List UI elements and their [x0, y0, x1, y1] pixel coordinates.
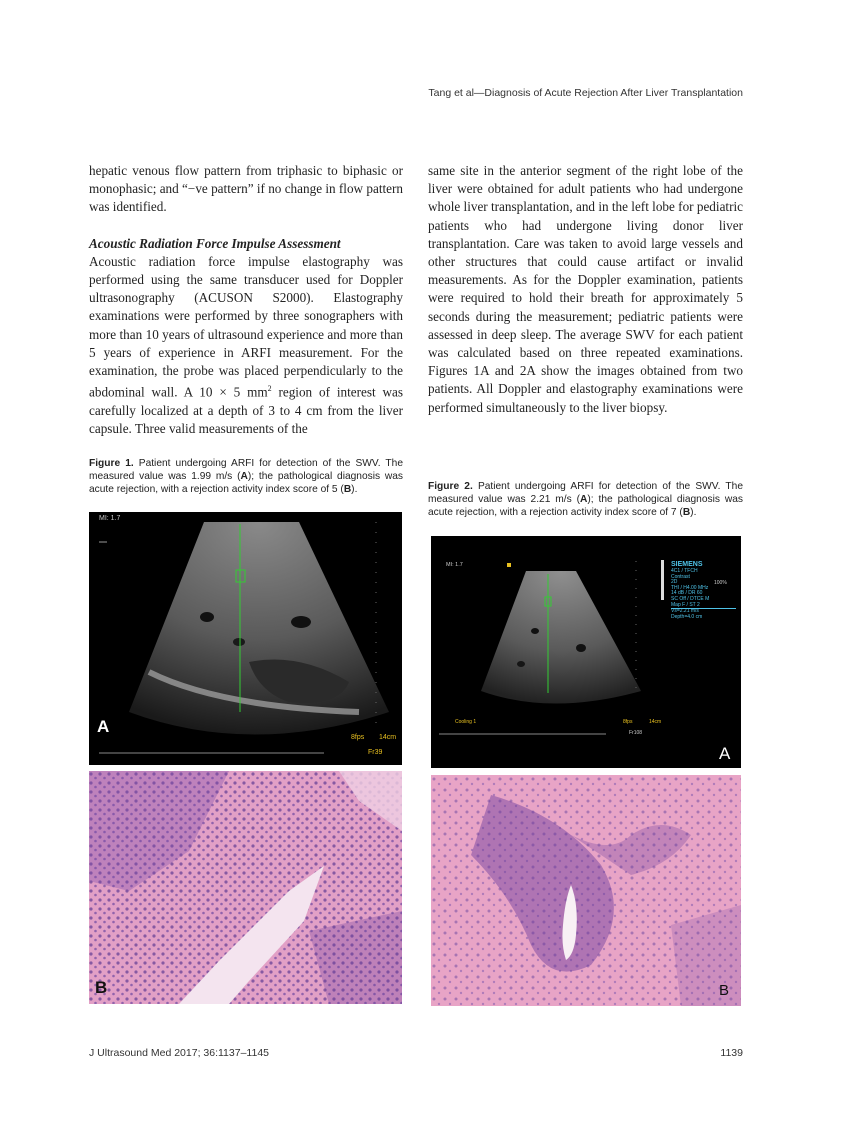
- figure1-ultrasound-image: [89, 512, 402, 765]
- figure2-label: Figure 2.: [428, 481, 473, 492]
- figure2-info-line: THI / H4.00 MHz: [671, 584, 709, 591]
- figure1-ref-a: A: [240, 470, 248, 482]
- figure1-ultrasound-graphic: [89, 512, 402, 765]
- figure1-frame-label: Fr39: [368, 749, 383, 756]
- para2-text-b: region of interest was carefully localized at a depth of 3 to 4 cm from the liver capsule. Three valid measurements of the: [89, 384, 403, 437]
- figure1-letter-a: A: [97, 717, 110, 736]
- figure2-letter-b: B: [719, 982, 730, 999]
- figure2-mi-label: MI: 1.7: [446, 562, 463, 568]
- figure1-histology-graphic: [89, 771, 402, 1004]
- figure1-ref-b: B: [343, 483, 352, 495]
- figure1-text2: ); the pathological diagnosis was acute rejection, with a rejection activity index score of 5 (: [89, 470, 403, 495]
- figure2-info-line: Contrast: [671, 573, 690, 580]
- figure1-mi-label: MI: 1.7: [99, 515, 121, 522]
- figure1-fps-label: 8fps: [351, 734, 365, 741]
- figure2-caption: [428, 481, 743, 519]
- figure2-info-line: 4C1 / TFCH: [671, 568, 698, 574]
- section-heading: Acoustic Radiation Force Impulse Assessment: [89, 235, 341, 251]
- figure2-cooling-label: Cooling 1: [455, 719, 477, 725]
- figure1-text1: Patient undergoing ARFI for detection of the SWV. The measured value was 1.99 m/s (: [89, 458, 403, 482]
- para2-text-a: Acoustic radiation force impulse elastography was performed using the same transducer used for Doppler ultrasonography (ACUSON S2000). Elastography examinations were performed by three sonographers with more than 10 years of ultrasound experience and more than 5 years of experience in ARFI measurement. For the examination, the probe was placed perpendicularly to the abdominal wall. A 10 × 5 mm: [89, 253, 403, 400]
- left-paragraph-1: hepatic venous flow pattern from triphasic to biphasic or monophasic; and “−ve pattern” if no change in flow pattern was identified.: [89, 163, 403, 215]
- figure2-text2: ); the pathological diagnosis was acute rejection, with a rejection activity index score of 7 (: [428, 493, 743, 518]
- figure2-vs-readout: Vs=2.21 m/s: [671, 608, 736, 615]
- figure1-histology-image: [89, 771, 402, 1004]
- running-head: Tang et al—Diagnosis of Acute Rejection After Liver Transplantation: [428, 87, 743, 99]
- superscript-2: 2: [267, 384, 272, 394]
- figure2-info-line: Map F / ST 2: [671, 601, 700, 608]
- figure2-frame-label: Fr108: [629, 730, 643, 736]
- figure2-ref-a: A: [580, 493, 588, 505]
- figure2-histology-graphic: [431, 775, 741, 1006]
- figure1-depth-label: 14cm: [379, 734, 397, 741]
- left-column: [89, 162, 403, 438]
- figure2-info-list: [671, 569, 736, 620]
- left-paragraph-2: [89, 253, 403, 438]
- figure2-info-line: 2D: [671, 579, 678, 586]
- figure2-text3: ).: [690, 506, 697, 518]
- figure2-depth-readout: Depth=4.0 cm: [671, 613, 703, 620]
- figure2-depth-label: 14cm: [649, 719, 662, 725]
- figure2-fps-label: 8fps: [623, 719, 633, 725]
- figure2-info-line: SC Off / DTCE M: [671, 595, 710, 602]
- figure1-text3: ).: [351, 483, 358, 495]
- figure2-percent: 100%: [714, 580, 727, 586]
- footer-journal: J Ultrasound Med 2017; 36:1137–1145: [89, 1047, 269, 1059]
- figure2-text1: Patient undergoing ARFI for detection of the SWV. The measured value was 2.21 m/s (: [428, 481, 743, 505]
- figure1-label: Figure 1.: [89, 458, 134, 469]
- right-column: [428, 162, 743, 417]
- figure2-brand: SIEMENS: [671, 561, 703, 568]
- figure2-info-line: 14 dB / DR 60: [671, 590, 703, 597]
- figure2-letter-a: A: [719, 744, 731, 763]
- figure2-histology-image: [431, 775, 741, 1006]
- footer-page-number: 1139: [720, 1047, 743, 1059]
- right-paragraph: same site in the anterior segment of the right lobe of the liver were obtained for adult patients who had undergone whole liver transplantation, and in the left lobe for pediatric patients who had undergone living donor liver transplantation. Care was taken to avoid large vessels and other structures that could cause artifact or invalid measurements. As for the Doppler examination, patients were required to hold their breath for approximately 5 seconds during the measurement; pediatric patients were assessed in deep sleep. The average SWV for each patient was calculated based on three repeated examinations. Figures 1A and 2A show the images obtained from two patients. All Doppler and elastography examinations were performed simultaneously to the liver biopsy.: [428, 163, 743, 415]
- figure1-letter-b: B: [95, 978, 108, 997]
- figure1-caption: [89, 458, 403, 496]
- figure2-ref-b: B: [682, 506, 691, 518]
- figure2-ultrasound-image: [431, 536, 741, 768]
